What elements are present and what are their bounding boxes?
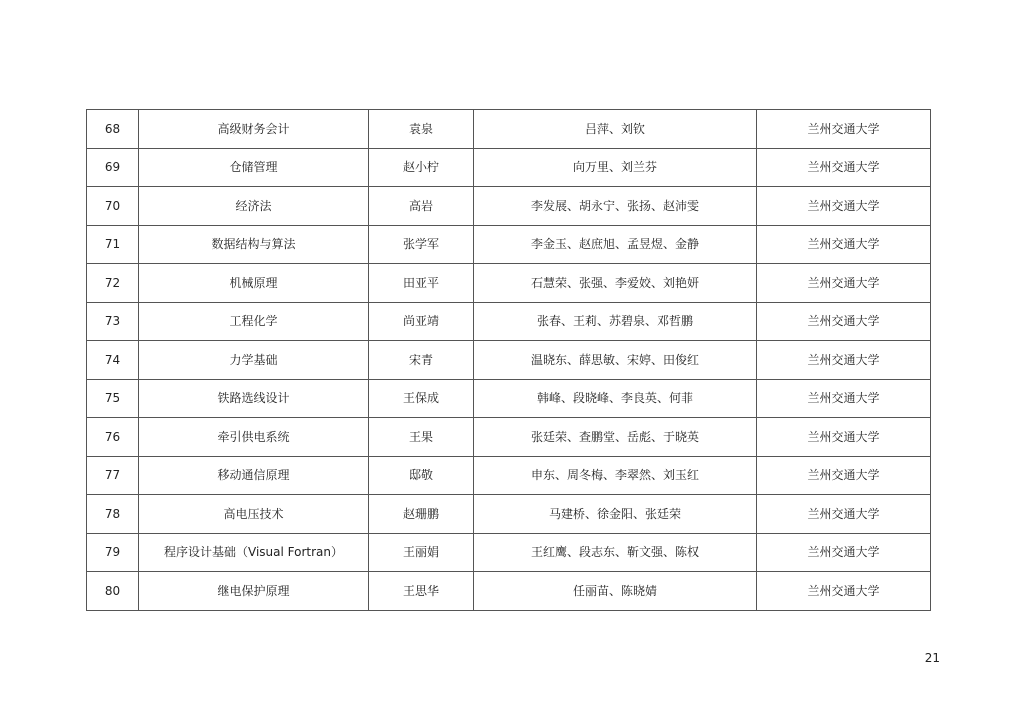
cell-course-name: 继电保护原理 [139,572,369,611]
cell-school: 兰州交通大学 [757,572,931,611]
cell-school: 兰州交通大学 [757,110,931,149]
cell-team-members: 李金玉、赵庶旭、孟昱煜、金静 [474,225,757,264]
cell-school: 兰州交通大学 [757,418,931,457]
cell-number: 75 [87,379,139,418]
cell-number: 74 [87,341,139,380]
cell-school: 兰州交通大学 [757,302,931,341]
cell-course-name: 牵引供电系统 [139,418,369,457]
cell-school: 兰州交通大学 [757,187,931,226]
cell-number: 70 [87,187,139,226]
page-number: 21 [924,651,940,665]
cell-course-lead: 田亚平 [369,264,474,303]
cell-team-members: 王红鹰、段志东、靳文强、陈权 [474,533,757,572]
cell-number: 72 [87,264,139,303]
cell-number: 71 [87,225,139,264]
cell-course-lead: 赵珊鹏 [369,495,474,534]
cell-course-lead: 袁泉 [369,110,474,149]
table-row [87,533,931,572]
cell-school: 兰州交通大学 [757,379,931,418]
cell-number: 68 [87,110,139,149]
cell-school: 兰州交通大学 [757,341,931,380]
cell-course-name: 高电压技术 [139,495,369,534]
cell-course-name: 工程化学 [139,302,369,341]
table-row [87,456,931,495]
cell-number: 78 [87,495,139,534]
cell-school: 兰州交通大学 [757,456,931,495]
cell-number: 80 [87,572,139,611]
cell-school: 兰州交通大学 [757,225,931,264]
cell-course-name: 经济法 [139,187,369,226]
cell-team-members: 任丽苗、陈晓婧 [474,572,757,611]
cell-school: 兰州交通大学 [757,533,931,572]
cell-number: 79 [87,533,139,572]
cell-school: 兰州交通大学 [757,148,931,187]
cell-school: 兰州交通大学 [757,495,931,534]
cell-course-name: 数据结构与算法 [139,225,369,264]
cell-course-name: 力学基础 [139,341,369,380]
cell-course-lead: 王丽娟 [369,533,474,572]
cell-team-members: 温晓东、薛思敏、宋婷、田俊红 [474,341,757,380]
cell-course-lead: 高岩 [369,187,474,226]
table-row [87,225,931,264]
table-row [87,187,931,226]
cell-team-members: 吕萍、刘钦 [474,110,757,149]
cell-course-name: 铁路选线设计 [139,379,369,418]
cell-team-members: 向万里、刘兰芬 [474,148,757,187]
cell-course-name: 机械原理 [139,264,369,303]
cell-course-lead: 王思华 [369,572,474,611]
cell-number: 73 [87,302,139,341]
table-body [87,110,931,611]
course-table [86,109,931,611]
cell-course-lead: 王果 [369,418,474,457]
table-row [87,302,931,341]
cell-course-name: 移动通信原理 [139,456,369,495]
cell-school: 兰州交通大学 [757,264,931,303]
table-row [87,379,931,418]
table-row [87,495,931,534]
cell-team-members: 韩峰、段晓峰、李良英、何菲 [474,379,757,418]
cell-team-members: 张春、王莉、苏碧泉、邓哲鹏 [474,302,757,341]
cell-course-lead: 王保成 [369,379,474,418]
cell-course-name: 程序设计基础（Visual Fortran） [139,533,369,572]
cell-team-members: 石慧荣、张强、李爱姣、刘艳妍 [474,264,757,303]
cell-course-name: 仓储管理 [139,148,369,187]
cell-number: 76 [87,418,139,457]
cell-course-lead: 尚亚靖 [369,302,474,341]
cell-team-members: 马建桥、徐金阳、张廷荣 [474,495,757,534]
cell-team-members: 申东、周冬梅、李翠然、刘玉红 [474,456,757,495]
cell-team-members: 张廷荣、查鹏堂、岳彪、于晓英 [474,418,757,457]
cell-course-lead: 宋青 [369,341,474,380]
table-row [87,572,931,611]
cell-number: 69 [87,148,139,187]
cell-course-lead: 赵小柠 [369,148,474,187]
table-row [87,264,931,303]
table-row [87,341,931,380]
cell-course-lead: 张学军 [369,225,474,264]
cell-team-members: 李发展、胡永宁、张扬、赵沛雯 [474,187,757,226]
table-row [87,418,931,457]
cell-course-name: 高级财务会计 [139,110,369,149]
table-row [87,148,931,187]
cell-number: 77 [87,456,139,495]
cell-course-lead: 邸敬 [369,456,474,495]
table-row [87,110,931,149]
